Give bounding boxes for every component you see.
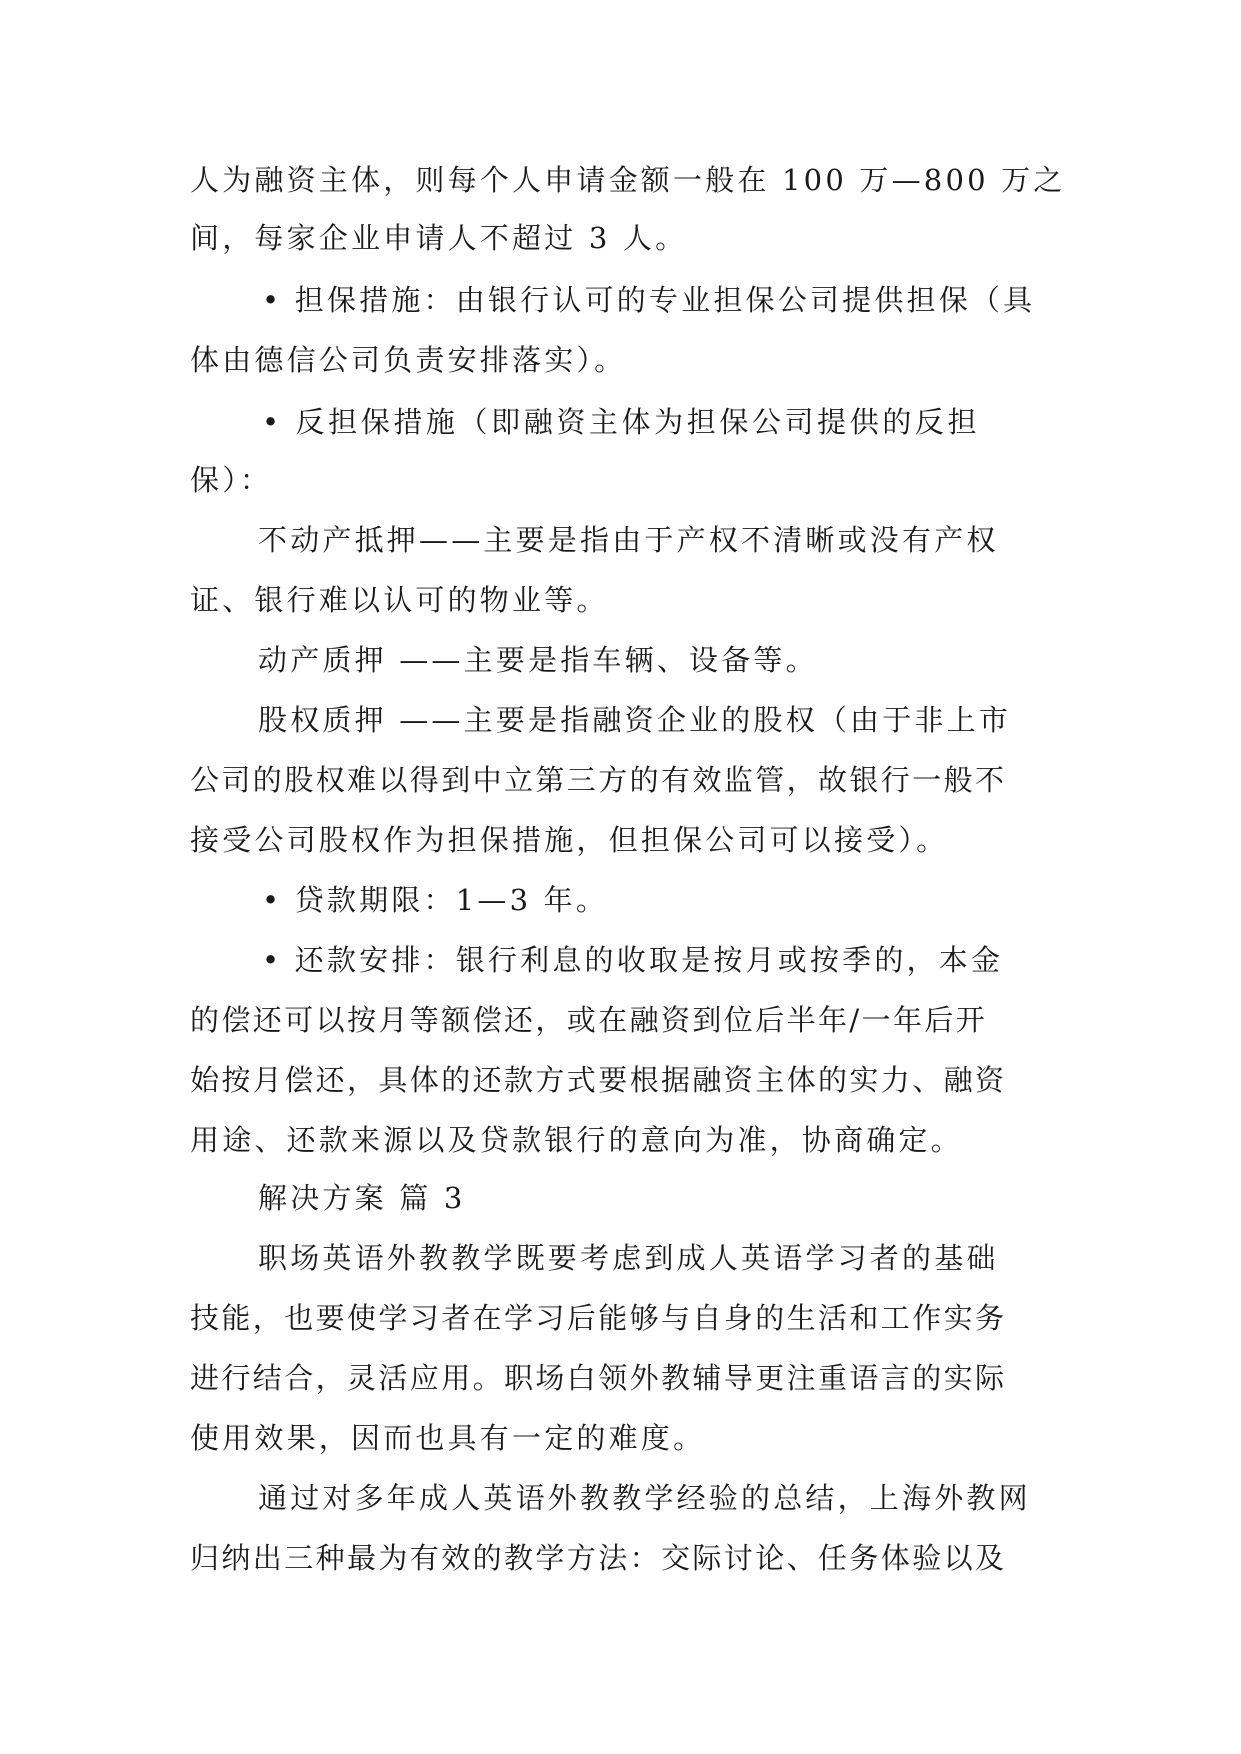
bullet-counter-guarantee: • 反担保措施（即融资主体为担保公司提供的反担: [262, 405, 981, 439]
bullet-guarantee-measures: • 担保措施：由银行认可的专业担保公司提供担保（具: [262, 283, 1036, 317]
text-line-12: 接受公司股权作为担保措施，但担保公司可以接受）。: [190, 823, 949, 857]
text-line-22: 使用效果，因而也具有一定的难度。: [190, 1421, 706, 1455]
text-line-16: 始按月偿还，具体的还款方式要根据融资主体的实力、融资: [190, 1063, 1007, 1097]
text-line-17: 用途、还款来源以及贷款银行的意向为准，协商确定。: [190, 1123, 963, 1157]
real-estate-mortgage: 不动产抵押——主要是指由于产权不清晰或没有产权: [258, 523, 999, 557]
text-line-20: 技能，也要使学习者在学习后能够与自身的生活和工作实务: [190, 1301, 1007, 1335]
text-line-21: 进行结合，灵活应用。职场白领外教辅导更注重语言的实际: [190, 1361, 1007, 1395]
text-line-15: 的偿还可以按月等额偿还，或在融资到位后半年/一年后开: [190, 1003, 988, 1037]
section-heading: 解决方案 篇 3: [258, 1181, 466, 1215]
movable-pledge: 动产质押 ——主要是指车辆、设备等。: [258, 643, 818, 677]
bullet-loan-term: • 贷款期限：1—3 年。: [262, 883, 609, 917]
text-line-8: 证、银行难以认可的物业等。: [190, 583, 609, 617]
text-line-6: 保）：: [190, 463, 273, 497]
text-line-2: 间，每家企业申请人不超过 3 人。: [190, 221, 688, 255]
bullet-repayment: • 还款安排：银行利息的收取是按月或按季的，本金: [262, 943, 1004, 977]
text-line-24: 归纳出三种最为有效的教学方法：交际讨论、任务体验以及: [190, 1541, 1007, 1575]
text-line-1: 人为融资主体，则每个人申请金额一般在 100 万—800 万之: [190, 163, 1066, 197]
paragraph-start-1: 职场英语外教教学既要考虑到成人英语学习者的基础: [258, 1241, 999, 1275]
text-line-4: 体由德信公司负责安排落实）。: [190, 343, 627, 377]
text-line-11: 公司的股权难以得到中立第三方的有效监管，故银行一般不: [190, 763, 1007, 797]
equity-pledge: 股权质押 ——主要是指融资企业的股权（由于非上市: [258, 703, 1012, 737]
paragraph-start-2: 通过对多年成人英语外教教学经验的总结，上海外教网: [258, 1481, 1031, 1515]
